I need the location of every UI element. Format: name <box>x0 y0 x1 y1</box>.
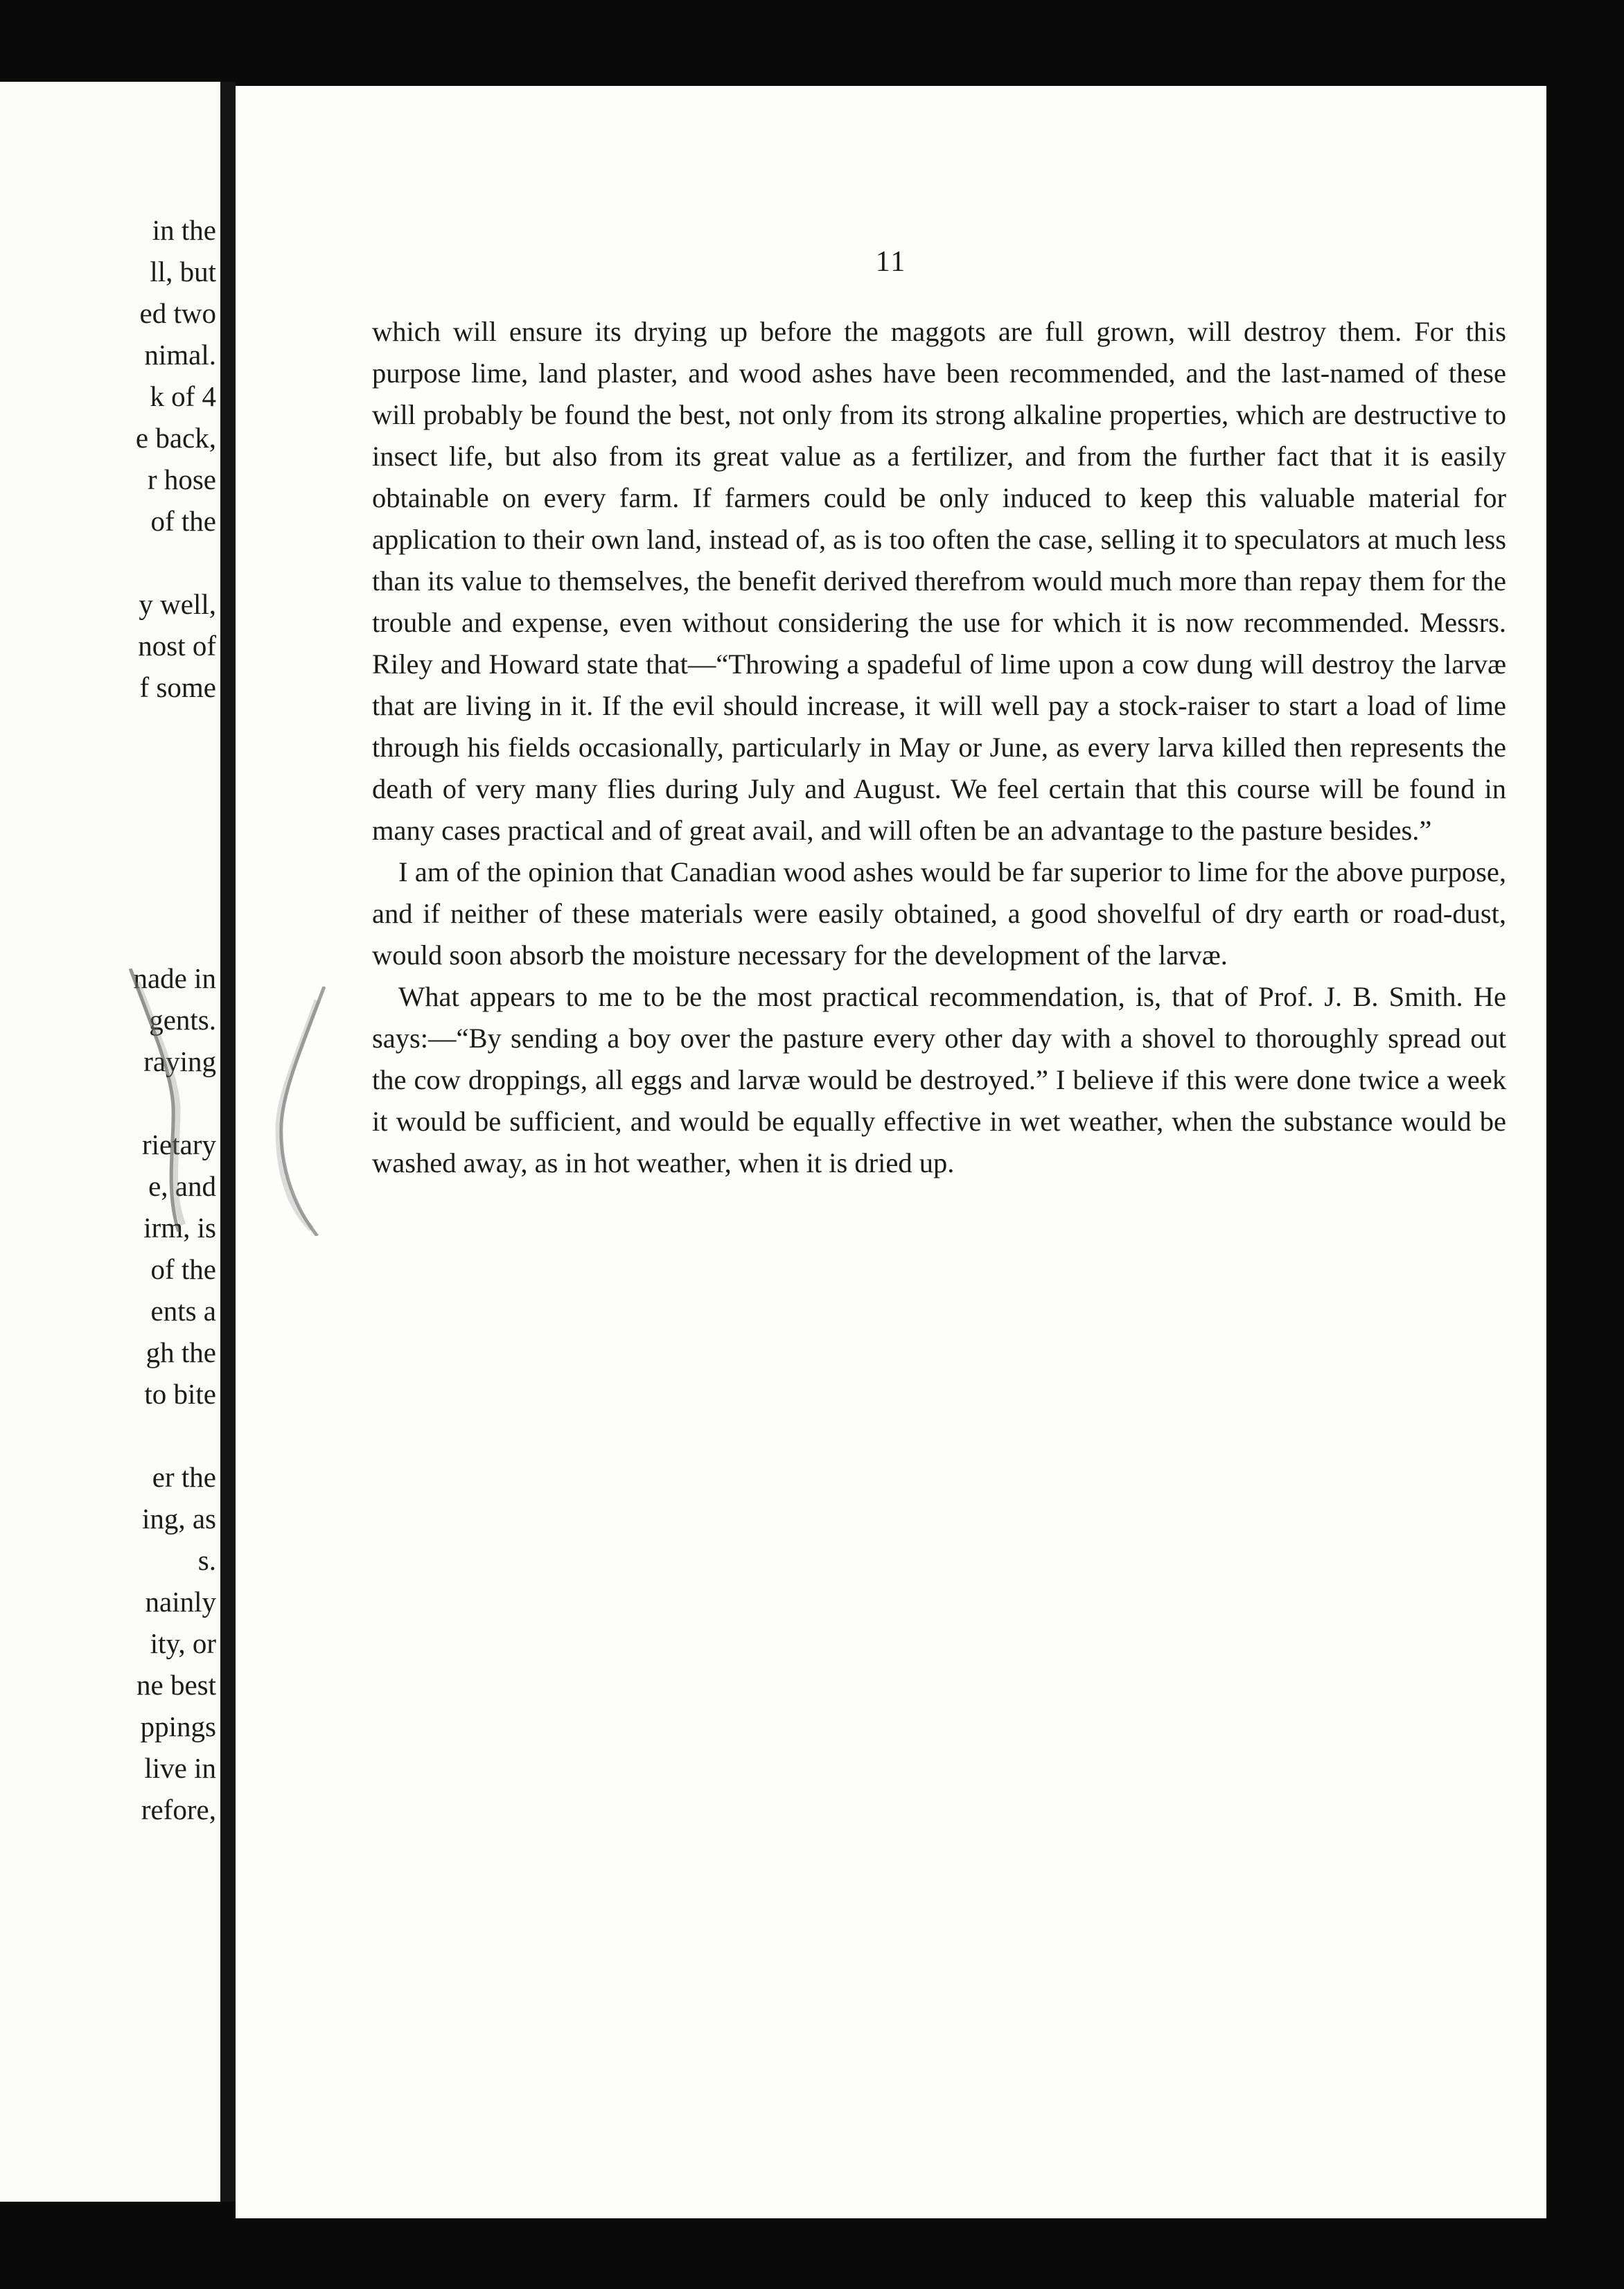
left-page-line: ll, but <box>150 256 216 288</box>
left-page-line: y well, <box>139 588 216 620</box>
left-page-line: e back, <box>135 422 216 454</box>
book-gutter <box>220 82 236 2202</box>
left-page-line: live in <box>144 1752 216 1784</box>
paragraph: What appears to me to be the most practical recommendation, is, that of Prof. J. B. Smith. He says:—“By sending a boy over the pasture every other day with a shovel to thoroughly spread out the cow droppings, all eggs and larvæ would be destroyed.” I believe if this were done twice a week it would be sufficient, and would be equally effective in wet weather, when the substance would be washed away, as in hot weather, when it is dried up. <box>372 981 1506 1178</box>
left-page-line: r hose <box>147 463 216 495</box>
page-smudge-right <box>262 987 331 1236</box>
left-page-line: nade in <box>133 962 216 994</box>
left-page-line: of the <box>150 505 216 537</box>
left-page-line: refore, <box>141 1794 216 1826</box>
page-smudge-left <box>123 969 186 1232</box>
left-page-fragment <box>0 82 220 2202</box>
left-page-line: nost of <box>138 630 216 662</box>
left-page-line: nainly <box>145 1586 216 1618</box>
left-page-line: ing, as <box>141 1503 216 1535</box>
paragraph: which will ensure its drying up before the maggots are full grown, will destroy them. For this purpose lime, land plaster, and wood ashes have been recommended, and the last-named of these will probably be found the best, not only from its strong alkaline properties, which are destructive to insect life, but also from its great value as a fertilizer, and from the further fact that it is easily obtainable on every farm. If farmers could be only induced to keep this valuable material for application to their own land, instead of, as is too often the case, selling it to speculators at much less than its value to themselves, the benefit derived therefrom would much more than repay them for the trouble and expense, even without considering the use for which it is now recommended. Messrs. Riley and Howard state that—“Throwing a spadeful of lime upon a cow dung will destroy the larvæ that are living in it. If the evil should increase, it will well pay a stock-raiser to start a load of lime through his fields occasionally, particularly in May or June, as every larva killed then represents the death of very many flies during July and August. We feel certain that this course will be found in many cases practical and of great avail, and will often be an advantage to the pasture besides.” <box>372 316 1506 846</box>
paragraph: I am of the opinion that Canadian wood ashes would be far superior to lime for the above purpose, and if neither of these materials were easily obtained, a good shovelful of dry earth or road-dust, would soon absorb the moisture necessary for the development of the larvæ. <box>372 856 1506 971</box>
left-page-line: raying <box>143 1045 216 1077</box>
right-page <box>236 86 1546 2218</box>
left-page-line: nimal. <box>144 339 216 371</box>
left-page-line: rietary <box>142 1129 216 1160</box>
left-page-line: ity, or <box>150 1627 216 1659</box>
left-page-line: ed two <box>139 297 216 329</box>
left-page-line: e, and <box>148 1170 216 1202</box>
left-page-line: of the <box>150 1253 216 1285</box>
left-page-line: ne best <box>136 1669 216 1701</box>
left-page-line: ppings <box>140 1711 216 1742</box>
body-text <box>372 311 1506 1184</box>
left-page-text <box>0 82 220 2202</box>
left-page-line: s. <box>197 1544 216 1576</box>
left-page-line: in the <box>152 214 216 246</box>
page-number: 11 <box>875 246 907 278</box>
left-page-line: irm, is <box>143 1212 216 1244</box>
left-page-line: er the <box>152 1461 216 1493</box>
left-page-line: ents a <box>150 1295 216 1327</box>
left-page-line: k of 4 <box>150 380 216 412</box>
left-page-line: gents. <box>149 1004 216 1036</box>
left-page-line: gh the <box>145 1336 216 1368</box>
left-page-line: to bite <box>144 1378 216 1410</box>
left-page-line: f some <box>139 671 216 703</box>
